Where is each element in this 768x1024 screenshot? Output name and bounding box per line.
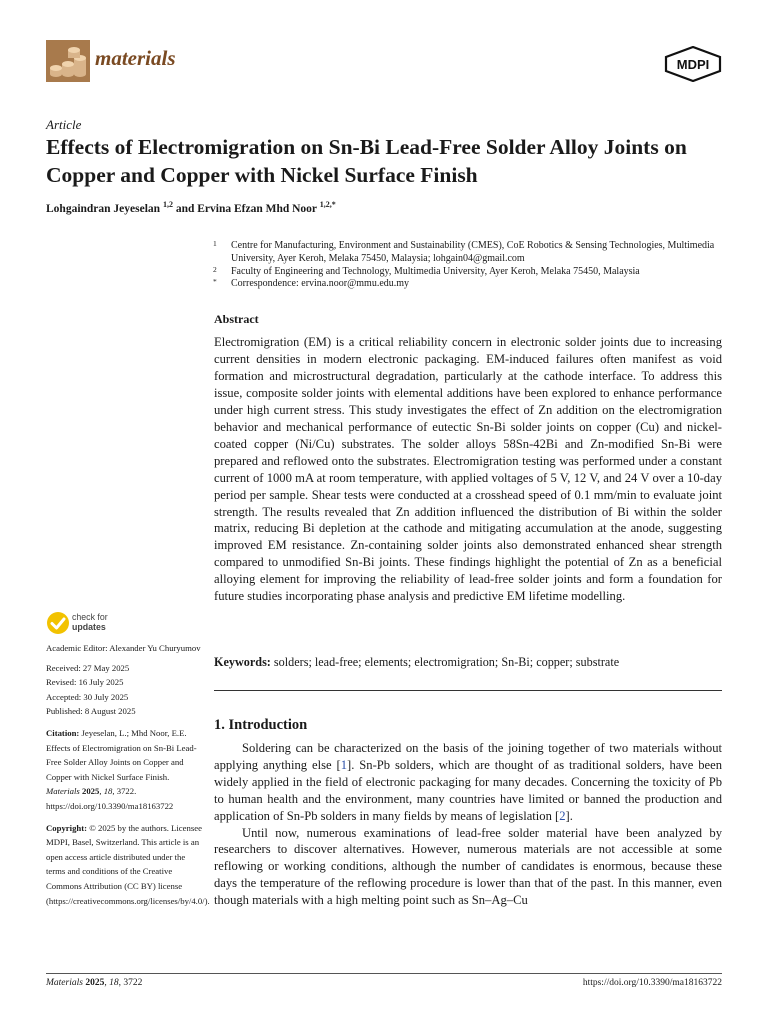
footer-year: 2025 — [85, 978, 105, 988]
citation-year: 2025 — [81, 786, 100, 797]
check-for-updates-button[interactable] — [72, 612, 108, 632]
citation-text: Jeyeselan, L.; Mhd Noor, E.E. Effects of Electromigration on Sn-Bi Lead-Free Solder Alloy Joints on Copper and Copper with Nickel Surface Finish. — [46, 727, 197, 782]
article-info-sidebar — [46, 641, 210, 908]
keywords-label: Keywords: — [214, 655, 271, 669]
author-joiner: and — [175, 202, 195, 215]
journal-name: materials — [95, 46, 176, 70]
footer-doi-link[interactable]: https://doi.org/10.3390/ma18163722 — [582, 978, 722, 988]
published-date: Published: 8 August 2025 — [46, 706, 136, 717]
citation-volume: 18 — [103, 786, 113, 797]
keywords-text: solders; lead-free; elements; electromigration; Sn-Bi; copper; substrate — [273, 655, 620, 669]
citation-label: Citation: — [46, 727, 80, 738]
section-divider — [214, 690, 722, 691]
footer-volume: 18 — [109, 978, 119, 988]
article-title: Effects of Electromigration on Sn-Bi Lead-Free Solder Alloy Joints on Copper and Copper with Nickel Surface Finish — [46, 135, 687, 187]
article-type: Article — [46, 117, 82, 132]
affiliations — [213, 240, 725, 291]
affiliation-item — [213, 266, 725, 279]
author-list — [46, 200, 336, 215]
affiliation-text: Centre for Manufacturing, Environment and Sustainability (CMES), CoE Robotics & Sensing Technologies, Multimedia University, Ayer Keroh, Melaka 75450, Malaysia; lohgain04@gmail.com — [231, 240, 715, 264]
author-name: Ervina Efzan Mhd Noor — [197, 202, 317, 215]
affiliation-mark: * — [213, 277, 217, 287]
affiliation-item — [213, 278, 725, 291]
footer-article-number: , 3722 — [118, 978, 143, 988]
check-updates-line: check for — [72, 612, 108, 622]
author-name: Lohgaindran Jeyeselan — [46, 202, 161, 215]
citation-journal: Materials — [46, 786, 80, 797]
keywords — [214, 654, 722, 670]
affiliation-text: Faculty of Engineering and Technology, Multimedia University, Ayer Keroh, Melaka 75450, Malaysia — [231, 265, 640, 277]
copyright — [46, 821, 210, 909]
footer-divider — [46, 973, 722, 974]
paragraph-text: ]. — [565, 808, 573, 823]
reference-link[interactable]: 1 — [340, 757, 348, 772]
paragraph-text: ]. Sn-Pb solders, which are thought of as traditional solders, have been widely applied in the field of electronic packaging for many decades. Concerning the toxicity of Pb to human health and the environment, many countries have limited or banned the production and application of Sn-Pb solders in many fields by means of legislation [ — [214, 757, 722, 823]
introduction-paragraph — [214, 740, 722, 825]
check-updates-line: updates — [72, 622, 106, 632]
section-heading-introduction: 1. Introduction — [214, 717, 308, 733]
reference-link[interactable]: 2 — [559, 808, 566, 823]
citation: Citation: Jeyeselan, L.; Mhd Noor, E.E. Effects of Electromigration on Sn-Bi Lead-Free Solder Alloy Joints on Copper and Copper with Nickel Surface Finish. Materials 2025, 18, 3722. https://doi.org/10.3390/ma18163722 — [46, 727, 197, 811]
check-for-updates-icon[interactable] — [46, 611, 70, 635]
copyright-text: © 2025 by the authors. Licensee MDPI, Basel, Switzerland. This article is an open access article distributed under the terms and conditions of the Creative Commons Attribution (CC BY) license (https://creativecommons.org/licenses/by/4.0/). — [46, 822, 210, 906]
citation-doi[interactable]: , 3722. https://doi.org/10.3390/ma18163722 — [46, 786, 174, 811]
correspondence-text[interactable]: Correspondence: ervina.noor@mmu.edu.my — [231, 278, 410, 290]
copyright-label: Copyright: — [46, 822, 88, 833]
journal-logo-icon — [46, 40, 90, 82]
affiliation-mark: 1 — [213, 239, 217, 248]
footer-journal: Materials — [46, 978, 83, 988]
introduction-body — [214, 740, 722, 909]
affiliation-item — [213, 240, 725, 266]
revised-date: Revised: 16 July 2025 — [46, 677, 124, 688]
mdpi-logo-icon — [664, 46, 722, 82]
introduction-paragraph: Until now, numerous examinations of lead-free solder material have been analyzed by researchers to discover alternatives. However, numerous materials are not accessible at some reflowing or working conditions, although the number of candidates is enormous, because these days the temperature of the reflowing procedure is lower than that of the past. In this manner, even though materials with a high melting point such as Sn–Ag–Cu — [214, 825, 722, 908]
received-date: Received: 27 May 2025 — [46, 662, 130, 673]
mdpi-logo-text: MDPI — [676, 57, 710, 72]
footer-citation: Materials 2025, 18, 3722 — [46, 978, 143, 988]
academic-editor: Academic Editor: Alexander Yu Churyumov — [46, 643, 201, 653]
paragraph-text: Soldering can be characterized on the basis of the joining together of two materials without applying anything else [ — [214, 741, 722, 772]
abstract-text: Electromigration (EM) is a critical reliability concern in electronic solder joints due to increasing current densities in modern electronic packaging. EM-induced failures often manifest as void formation and microstructural degradation, particularly at the cathode interface. To address this issue, composite solder joints with elemental additions have been explored to enhance performance under high current stress. This study investigates the effect of Zn addition on the electromigration behavior and mechanical performance of eutectic Sn-Bi solder joints on copper (Cu) and nickel-coated copper (Ni/Cu) substrates. The solder alloys 58Sn-42Bi and Zn-modified Sn-Bi were prepared and reflowed onto the substrates. Electromigration testing was performed under a constant current of 1000 mA at room temperature, with applied voltages of 5 V, 12 V, and 24 V over a 10-day period per sample. Shear tests were conducted at a crosshead speed of 0.1 mm/min to evaluate joint strength. The results revealed that Zn addition influenced the distribution of Bi within the solder matrix, reducing Bi depletion at the cathode and mitigating accumulation at the anode, suggesting improved EM resistance. Zn-containing solder joints also demonstrated enhanced shear strength compared to unmodified Sn-Bi joints. These findings highlight the potential of Zn as a beneficial alloying element for improving the reliability of lead-free solder joints and form a foundation for future studies incorporating phase analysis and predictive EM lifetime modelling. — [214, 335, 722, 604]
author-affiliation-marks: 1,2,* — [319, 200, 336, 209]
accepted-date: Accepted: 30 July 2025 — [46, 691, 129, 702]
abstract-heading: Abstract — [214, 312, 259, 326]
affiliation-mark: 2 — [213, 264, 217, 274]
author-affiliation-marks: 1,2 — [162, 200, 173, 209]
